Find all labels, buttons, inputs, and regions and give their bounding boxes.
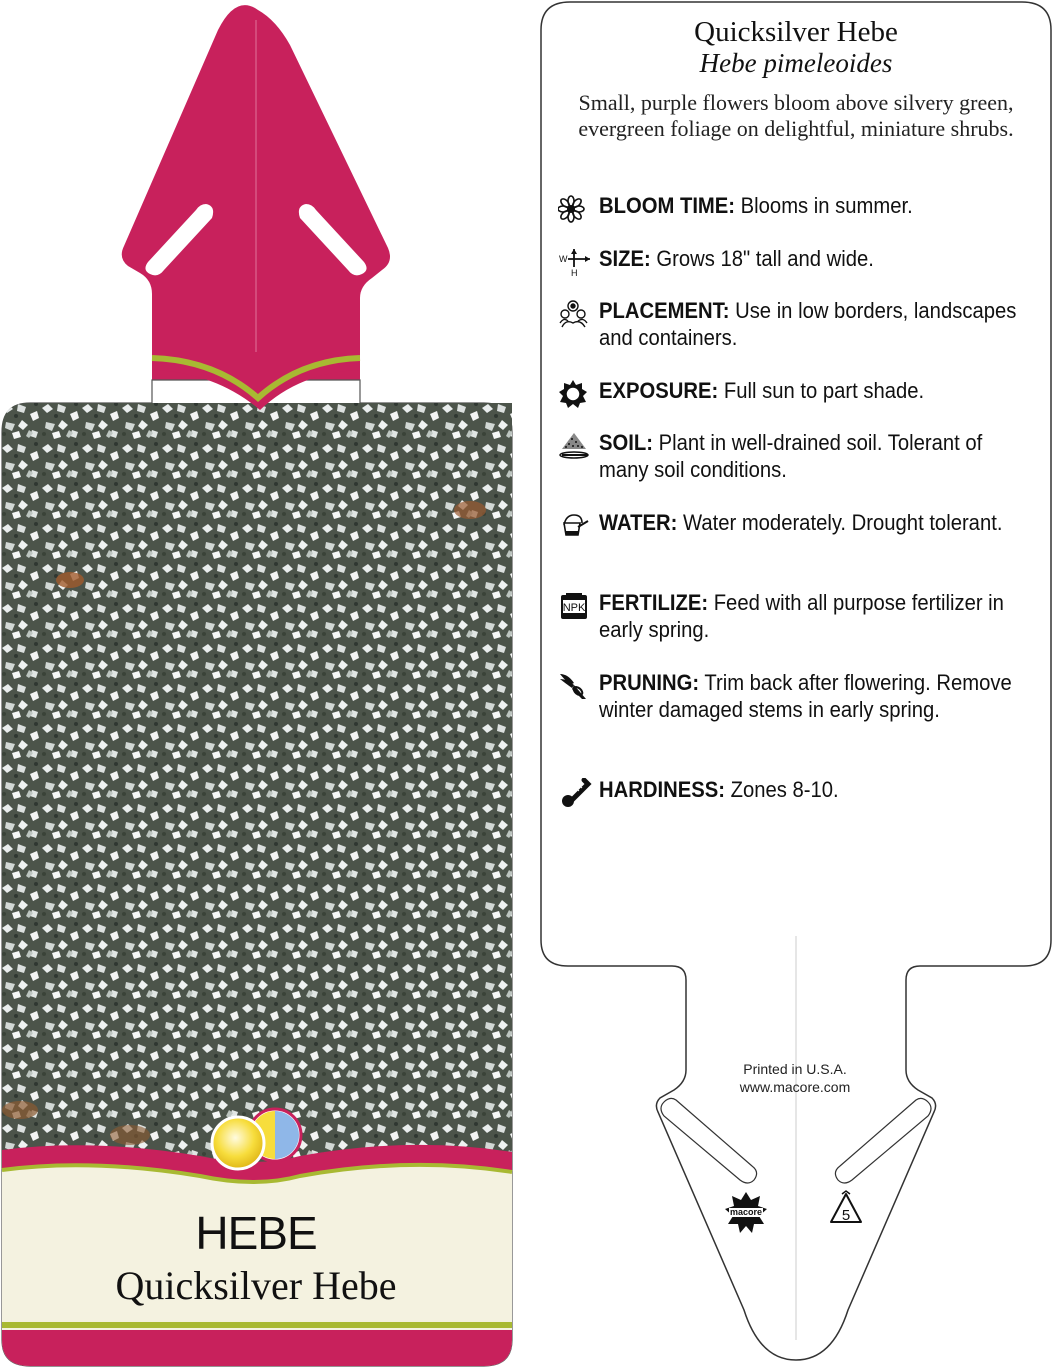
macore-website: www.macore.com: [739, 1079, 851, 1095]
soil-label: SOIL:: [599, 430, 653, 455]
soil-icon: [558, 431, 592, 461]
size-arrows-icon: [558, 247, 592, 277]
bloom-time-value: Blooms in summer.: [740, 193, 913, 218]
back-latin-name: Hebe pimeleoides: [699, 48, 893, 78]
thermometer-icon: [558, 778, 592, 808]
hardiness-value: Zones 8-10.: [730, 777, 839, 802]
hardiness-label: HARDINESS:: [599, 777, 725, 802]
pruning-label: PRUNING:: [599, 670, 700, 695]
printed-in-usa: Printed in U.S.A.: [743, 1061, 847, 1077]
fertilize-value: Feed with all purpose fertilizer in early spring.: [599, 590, 1004, 642]
pruners-icon: [558, 671, 592, 701]
svg-text:H: H: [571, 268, 578, 277]
back-common-name: Quicksilver Hebe: [694, 16, 898, 48]
watering-can-icon: [558, 511, 592, 541]
bloom-time-label: BLOOM TIME:: [599, 193, 736, 218]
water-value: Water moderately. Drought tolerant.: [682, 510, 1003, 535]
soil-value: Plant in well-drained soil. Tolerant of many soil conditions.: [599, 430, 983, 482]
fertilize-label: FERTILIZE:: [599, 590, 709, 615]
placement-label: PLACEMENT:: [599, 298, 730, 323]
sun-icon: [558, 379, 592, 409]
placement-value: Use in low borders, landscapes and containers.: [599, 298, 1017, 350]
svg-text:NPK: NPK: [562, 602, 586, 614]
exposure-label: EXPOSURE:: [599, 378, 719, 403]
size-label: SIZE:: [599, 246, 651, 271]
printed-info: [700, 1060, 890, 1096]
size-value: Grows 18" tall and wide.: [656, 246, 874, 271]
fertilizer-icon: [558, 591, 592, 621]
macore-logo-text: macore: [729, 1207, 763, 1217]
water-label: WATER:: [599, 510, 678, 535]
exposure-value: Full sun to part shade.: [723, 378, 925, 403]
svg-text:W: W: [559, 254, 568, 264]
back-description: Small, purple flowers bloom above silvery green, evergreen foliage on delightful, miniature shrubs.: [578, 90, 1014, 141]
front-common-name: Quicksilver Hebe: [115, 1263, 397, 1308]
recycle-number: 5: [841, 1207, 851, 1224]
front-genus-name: HEBE: [195, 1207, 317, 1259]
placement-icon: [558, 299, 592, 329]
flower-icon: [558, 194, 592, 224]
pruning-value: Trim back after flowering. Remove winter damaged stems in early spring.: [599, 670, 1012, 722]
